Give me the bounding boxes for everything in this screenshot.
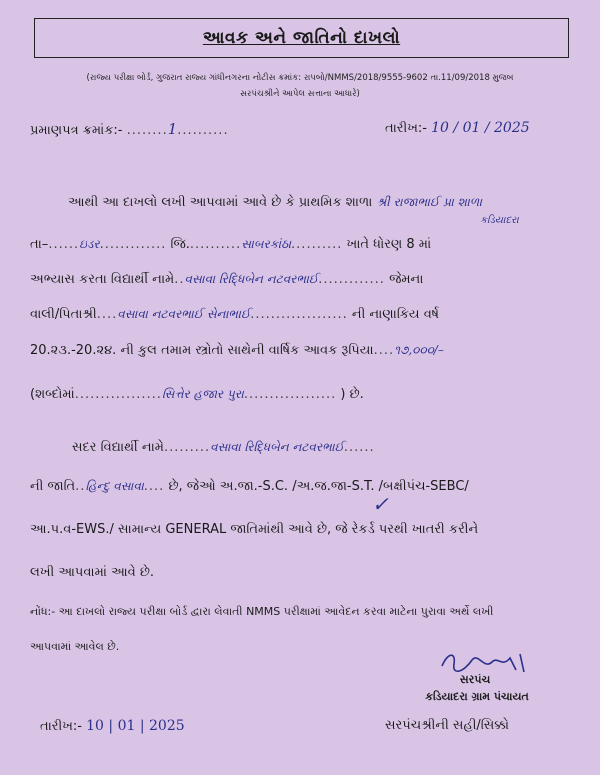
cert-number: 1: [167, 120, 178, 138]
signature-label: સરપંચશ્રીની સહી/સિક્કો: [385, 718, 509, 733]
caste-categories: છે, જેઓ અ.જા.-S.C. /અ.જ.જા-S.T. /બક્ષીપંચ-SEBC/: [168, 479, 469, 494]
note-line-1: નોંધ:- આ દાખલો રાજ્ય પરીક્ષા બોર્ડ દ્વારા લેવાતી NMMS પરીક્ષામાં આવેદન કરવા માટેના પુરાવા અર્થે લખી: [30, 605, 494, 618]
para2-line4: લખી આપવામાં આવે છે.: [30, 565, 155, 580]
district-value: સાબરકાંઠા: [241, 237, 292, 251]
sadar-text: સદર વિદ્યાર્થી નામે: [72, 440, 164, 455]
date-row: [385, 120, 530, 136]
sarpanch-title: સરપંચ: [459, 673, 491, 686]
footer-date-value: 10 | 01 | 2025: [86, 718, 185, 734]
para1-text: આથી આ દાખલો લખી આપવામાં આવે છે કે પ્રાથમિક શાળા: [68, 195, 373, 210]
para2-line1: સદર વિદ્યાર્થી નામે.........વસાવા રિદ્ધિબેન નટવરભાઈ......: [72, 440, 375, 455]
para1-line1: [68, 195, 482, 210]
student-name: વસાવા રિદ્ધિબેન નટવરભાઈ: [184, 272, 319, 286]
title-box: [34, 18, 569, 58]
financial-year-text: ની નાણાકિય વર્ષ: [351, 307, 440, 322]
date-label: તારીખ:-: [385, 121, 427, 136]
para1-line5: 20.૨૩.-20.૨૪. ની કુલ તમામ સ્ત્રોતો સાથેની વાર્ષિક આવક રૂપિયા....૧૭,૦૦૦/–: [30, 343, 444, 358]
footer-date-label: તારીખ:-: [40, 719, 82, 734]
che-text: ) છે.: [340, 387, 364, 402]
date-value: 10 / 01 / 2025: [431, 120, 530, 136]
district-label: જિ.: [170, 237, 190, 252]
jemna-text: જેમના: [389, 272, 424, 287]
para1-line2: તા–......ઇડર............. જિ...........સાબરકાંઠા.......... ખાતે ધોરણ 8 માં: [30, 237, 432, 252]
subtitle-line-2: સરપંચશ્રીને આપેલ સત્તાના આધારે): [240, 89, 360, 99]
words-label: (શબ્દોમાં: [30, 387, 75, 402]
school-village: કડિયાદરા: [480, 215, 519, 226]
subtitle-line-1: (રાજ્ય પરીક્ષા બોર્ડ, ગુજરાત રાજ્ય ગાંધીનગરના નોટીસ ક્રમાંક: રાપબો/NMMS/2018/9555-9602 તા.11/09/2018 મુજબ: [86, 73, 514, 83]
footer-date-row: [40, 718, 185, 734]
guardian-name: વસાવા નટવરભાઈ સેનાભાઈ: [117, 307, 251, 321]
check-mark-icon: ✓: [372, 492, 389, 516]
khate-text: ખાતે ધોરણ 8 માં: [346, 237, 432, 252]
taluka-label: તા–: [30, 237, 49, 252]
income-value: ૧૭,૦૦૦/–: [394, 343, 444, 357]
para1-line4: વાલી/પિતાશ્રી....વસાવા નટવરભાઈ સેનાભાઈ................... ની નાણાકિય વર્ષ: [30, 307, 440, 322]
cert-label: પ્રમાણપત્ર ક્રમાંક:-: [30, 123, 123, 138]
para1-line3: અભ્યાસ કરતા વિદ્યાર્થી નામે..વસાવા રિદ્ધિબેન નટવરભાઈ............. જેમના: [30, 272, 424, 287]
abhyas-text: અભ્યાસ કરતા વિદ્યાર્થી નામે: [30, 272, 175, 287]
student-name-2: વસાવા રિદ્ધિબેન નટવરભાઈ: [210, 440, 344, 454]
note-line-2: આપવામાં આવેલ છે.: [30, 640, 120, 653]
words-row: (શબ્દોમાં.................સિત્તેર હજાર પુરા.................. ) છે.: [30, 387, 364, 402]
caste-value: હિન્દુ વસાવા: [85, 479, 144, 493]
caste-label: ની જાતિ: [30, 479, 76, 494]
para2-line2: ની જાતિ..હિન્દુ વસાવા.... છે, જેઓ અ.જા.-S.C. /અ.જ.જા-S.T. /બક્ષીપંચ-SEBC/: [30, 479, 469, 494]
income-text: ની કુલ તમામ સ્ત્રોતો સાથેની વાર્ષિક આવક રૂપિયા: [120, 343, 374, 358]
certificate-number-row: પ્રમાણપત્ર ક્રમાંક:- ........1..........: [30, 120, 229, 138]
document-title: આવક અને જાતિનો દાખલો: [202, 28, 401, 48]
words-value: સિત્તેર હજાર પુરા: [161, 387, 244, 401]
para2-line3: આ.પ.વ-EWS./ સામાન્ય GENERAL જાતિમાંથી આવે છે, જે રેકર્ડ પરથી ખાતરી કરીને: [30, 522, 479, 537]
guardian-label: વાલી/પિતાશ્રી: [30, 307, 97, 322]
school-name: શ્રી રાજાભાઈ પ્રા શાળા: [376, 195, 483, 209]
signature-icon: [438, 648, 538, 676]
year-value: 20.૨૩.-20.૨૪.: [30, 343, 117, 358]
panchayat-name: કડિયાદરા ગ્રામ પંચાયત: [425, 690, 529, 703]
school-village-row: [480, 212, 519, 227]
taluka-value: ઇડર: [79, 237, 100, 251]
